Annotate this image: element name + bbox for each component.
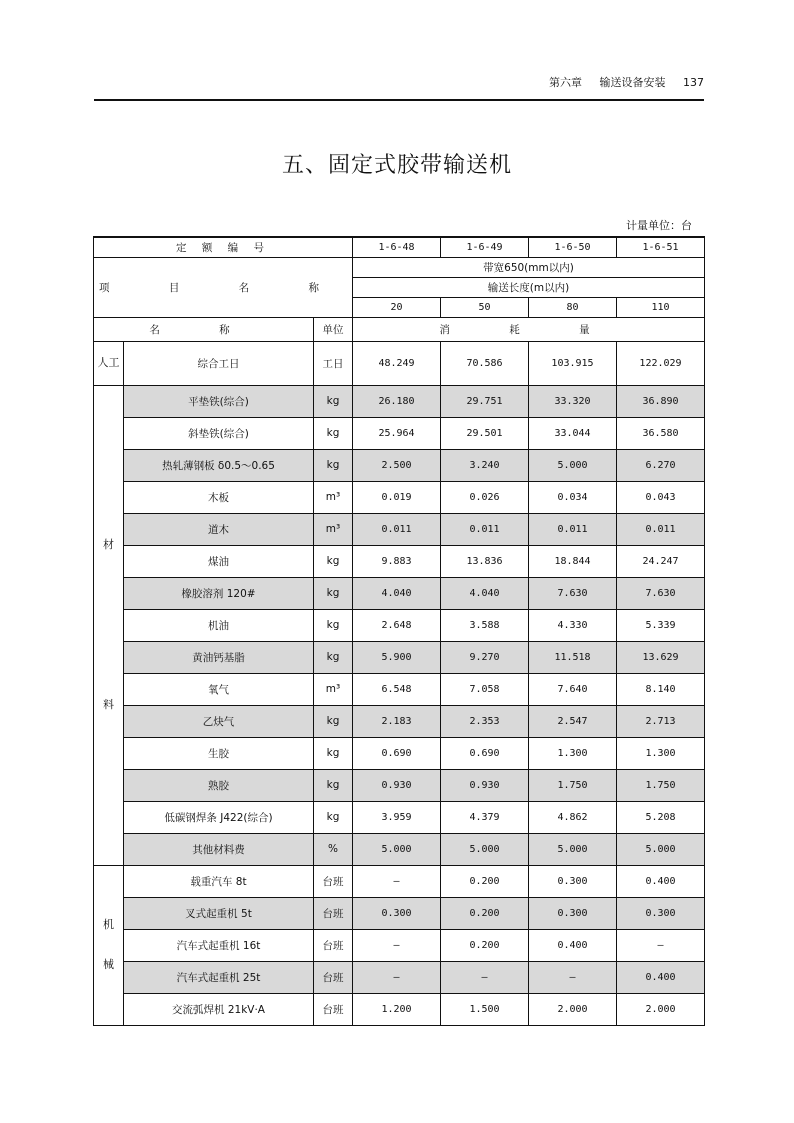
- category-material-char: 材: [103, 538, 114, 551]
- consumption-column-header: 消 耗 量: [353, 317, 705, 341]
- item-value: 1.300: [529, 737, 617, 769]
- quota-code: 1-6-48: [353, 237, 441, 257]
- item-value: 8.140: [617, 673, 705, 705]
- item-value: 2.183: [353, 705, 441, 737]
- table-row: [94, 961, 705, 993]
- item-value: 0.200: [441, 865, 529, 897]
- item-unit: kg: [314, 769, 353, 801]
- item-value: 26.180: [353, 385, 441, 417]
- table-row: [94, 769, 705, 801]
- item-unit: kg: [314, 417, 353, 449]
- item-value: —: [353, 929, 441, 961]
- item-unit: m³: [314, 481, 353, 513]
- item-value: 11.518: [529, 641, 617, 673]
- item-value: 1.500: [441, 993, 529, 1025]
- chapter-label: 第六章: [549, 76, 582, 89]
- item-name: 汽车式起重机 16t: [124, 929, 314, 961]
- item-value: —: [529, 961, 617, 993]
- item-value: 1.750: [617, 769, 705, 801]
- item-name: 黄油钙基脂: [124, 641, 314, 673]
- item-name: 橡胶溶剂 120#: [124, 577, 314, 609]
- item-value: 29.501: [441, 417, 529, 449]
- item-value: 0.400: [617, 865, 705, 897]
- item-value: 13.629: [617, 641, 705, 673]
- page-number: 137: [683, 76, 704, 89]
- item-value: 0.300: [529, 865, 617, 897]
- item-name: 道木: [124, 513, 314, 545]
- item-value: 2.000: [617, 993, 705, 1025]
- item-value: 103.915: [529, 341, 617, 385]
- item-value: 0.930: [441, 769, 529, 801]
- item-value: 25.964: [353, 417, 441, 449]
- length-label: 输送长度(m以内): [353, 277, 705, 297]
- item-name: 热轧薄钢板 δ0.5～0.65: [124, 449, 314, 481]
- table-row: [94, 737, 705, 769]
- item-name: 机油: [124, 609, 314, 641]
- item-unit: 工日: [314, 341, 353, 385]
- running-header: [94, 74, 704, 98]
- length-value: 20: [353, 297, 441, 317]
- item-value: —: [353, 961, 441, 993]
- item-value: 0.300: [617, 897, 705, 929]
- section-label: 输送设备安装: [599, 76, 666, 89]
- table-row: [94, 481, 705, 513]
- category-machine-char: 械: [103, 958, 114, 971]
- item-name: 乙炔气: [124, 705, 314, 737]
- item-value: 0.300: [529, 897, 617, 929]
- item-value: 24.247: [617, 545, 705, 577]
- item-unit: m³: [314, 673, 353, 705]
- item-name: 生胶: [124, 737, 314, 769]
- item-value: 0.011: [529, 513, 617, 545]
- category-machine-char: 机: [103, 918, 114, 931]
- item-name: 叉式起重机 5t: [124, 897, 314, 929]
- item-value: 7.630: [617, 577, 705, 609]
- item-unit: kg: [314, 577, 353, 609]
- item-value: 29.751: [441, 385, 529, 417]
- item-value: 0.011: [617, 513, 705, 545]
- item-value: 5.339: [617, 609, 705, 641]
- item-value: 0.400: [617, 961, 705, 993]
- item-value: 0.034: [529, 481, 617, 513]
- item-value: 122.029: [617, 341, 705, 385]
- item-value: 70.586: [441, 341, 529, 385]
- item-value: 0.019: [353, 481, 441, 513]
- item-unit: m³: [314, 513, 353, 545]
- table-row: [94, 513, 705, 545]
- item-value: 2.353: [441, 705, 529, 737]
- item-value: 33.044: [529, 417, 617, 449]
- item-value: 36.580: [617, 417, 705, 449]
- item-value: 5.000: [441, 833, 529, 865]
- unit-column-header: 单位: [314, 317, 353, 341]
- item-name-label: 项 目 名 称: [94, 257, 353, 317]
- table-row: [94, 801, 705, 833]
- table-row: [94, 833, 705, 865]
- item-name: 平垫铁(综合): [124, 385, 314, 417]
- item-value: 1.200: [353, 993, 441, 1025]
- item-unit: kg: [314, 705, 353, 737]
- table-row: [94, 417, 705, 449]
- item-unit: kg: [314, 545, 353, 577]
- quota-code-label: 定 额 编 号: [94, 237, 353, 257]
- item-value: 4.379: [441, 801, 529, 833]
- item-value: 36.890: [617, 385, 705, 417]
- item-value: 0.011: [353, 513, 441, 545]
- item-value: 5.900: [353, 641, 441, 673]
- item-value: 2.648: [353, 609, 441, 641]
- item-value: 4.330: [529, 609, 617, 641]
- item-name: 煤油: [124, 545, 314, 577]
- unit-note: 计量单位：台: [626, 219, 692, 232]
- item-unit: kg: [314, 609, 353, 641]
- table-row: [94, 897, 705, 929]
- item-value: 4.862: [529, 801, 617, 833]
- item-value: 48.249: [353, 341, 441, 385]
- item-value: 1.750: [529, 769, 617, 801]
- length-value: 110: [617, 297, 705, 317]
- item-name: 交流弧焊机 21kV·A: [124, 993, 314, 1025]
- item-value: 13.836: [441, 545, 529, 577]
- item-value: 0.200: [441, 897, 529, 929]
- quota-code: 1-6-49: [441, 237, 529, 257]
- header-rule: [94, 99, 704, 101]
- item-value: 0.690: [441, 737, 529, 769]
- item-value: 4.040: [353, 577, 441, 609]
- item-value: 0.300: [353, 897, 441, 929]
- item-unit: kg: [314, 641, 353, 673]
- table-row: [94, 545, 705, 577]
- length-value: 50: [441, 297, 529, 317]
- item-value: 2.547: [529, 705, 617, 737]
- item-value: 9.270: [441, 641, 529, 673]
- table-row: [94, 577, 705, 609]
- item-value: 3.959: [353, 801, 441, 833]
- item-name: 斜垫铁(综合): [124, 417, 314, 449]
- table-row: [94, 449, 705, 481]
- item-name: 汽车式起重机 25t: [124, 961, 314, 993]
- item-value: 0.011: [441, 513, 529, 545]
- item-value: 3.240: [441, 449, 529, 481]
- item-value: 7.058: [441, 673, 529, 705]
- table-row: [94, 385, 705, 417]
- item-value: 1.300: [617, 737, 705, 769]
- item-value: 0.400: [529, 929, 617, 961]
- item-value: —: [353, 865, 441, 897]
- category-machines: [94, 865, 124, 1025]
- item-unit: 台班: [314, 865, 353, 897]
- item-name: 低碳钢焊条 J422(综合): [124, 801, 314, 833]
- table-row: [94, 641, 705, 673]
- item-value: 0.026: [441, 481, 529, 513]
- item-value: 0.930: [353, 769, 441, 801]
- item-value: 9.883: [353, 545, 441, 577]
- item-value: 18.844: [529, 545, 617, 577]
- quota-table: [93, 236, 705, 1026]
- category-material-char: 料: [103, 698, 114, 711]
- item-value: 2.000: [529, 993, 617, 1025]
- item-value: 4.040: [441, 577, 529, 609]
- item-value: 5.208: [617, 801, 705, 833]
- item-name: 熟胶: [124, 769, 314, 801]
- item-value: 5.000: [617, 833, 705, 865]
- item-unit: %: [314, 833, 353, 865]
- item-unit: 台班: [314, 929, 353, 961]
- table-row: [94, 993, 705, 1025]
- item-value: 7.640: [529, 673, 617, 705]
- item-value: —: [617, 929, 705, 961]
- quota-code: 1-6-50: [529, 237, 617, 257]
- item-unit: kg: [314, 449, 353, 481]
- item-name: 其他材料费: [124, 833, 314, 865]
- item-value: 2.500: [353, 449, 441, 481]
- table-row: [94, 609, 705, 641]
- category-materials: [94, 385, 124, 865]
- table-row: [94, 705, 705, 737]
- item-name: 氧气: [124, 673, 314, 705]
- item-value: 5.000: [529, 449, 617, 481]
- item-value: 5.000: [529, 833, 617, 865]
- item-unit: 台班: [314, 961, 353, 993]
- item-value: 6.548: [353, 673, 441, 705]
- belt-width-label: 带宽650(mm以内): [353, 257, 705, 277]
- item-value: 6.270: [617, 449, 705, 481]
- quota-code: 1-6-51: [617, 237, 705, 257]
- item-value: 3.588: [441, 609, 529, 641]
- item-name: 综合工日: [124, 341, 314, 385]
- item-value: 0.200: [441, 929, 529, 961]
- item-value: —: [441, 961, 529, 993]
- table-row: [94, 929, 705, 961]
- category-labor: 人工: [94, 341, 124, 385]
- item-unit: 台班: [314, 993, 353, 1025]
- item-unit: 台班: [314, 897, 353, 929]
- item-value: 33.320: [529, 385, 617, 417]
- item-unit: kg: [314, 737, 353, 769]
- item-value: 0.043: [617, 481, 705, 513]
- table-row: [94, 673, 705, 705]
- item-name: 木板: [124, 481, 314, 513]
- item-value: 0.690: [353, 737, 441, 769]
- item-value: 5.000: [353, 833, 441, 865]
- item-unit: kg: [314, 385, 353, 417]
- length-value: 80: [529, 297, 617, 317]
- item-name: 载重汽车 8t: [124, 865, 314, 897]
- table-row: [94, 865, 705, 897]
- item-unit: kg: [314, 801, 353, 833]
- item-value: 2.713: [617, 705, 705, 737]
- item-value: 7.630: [529, 577, 617, 609]
- name-column-header: 名 称: [94, 317, 314, 341]
- page-title: 五、固定式胶带输送机: [281, 153, 512, 178]
